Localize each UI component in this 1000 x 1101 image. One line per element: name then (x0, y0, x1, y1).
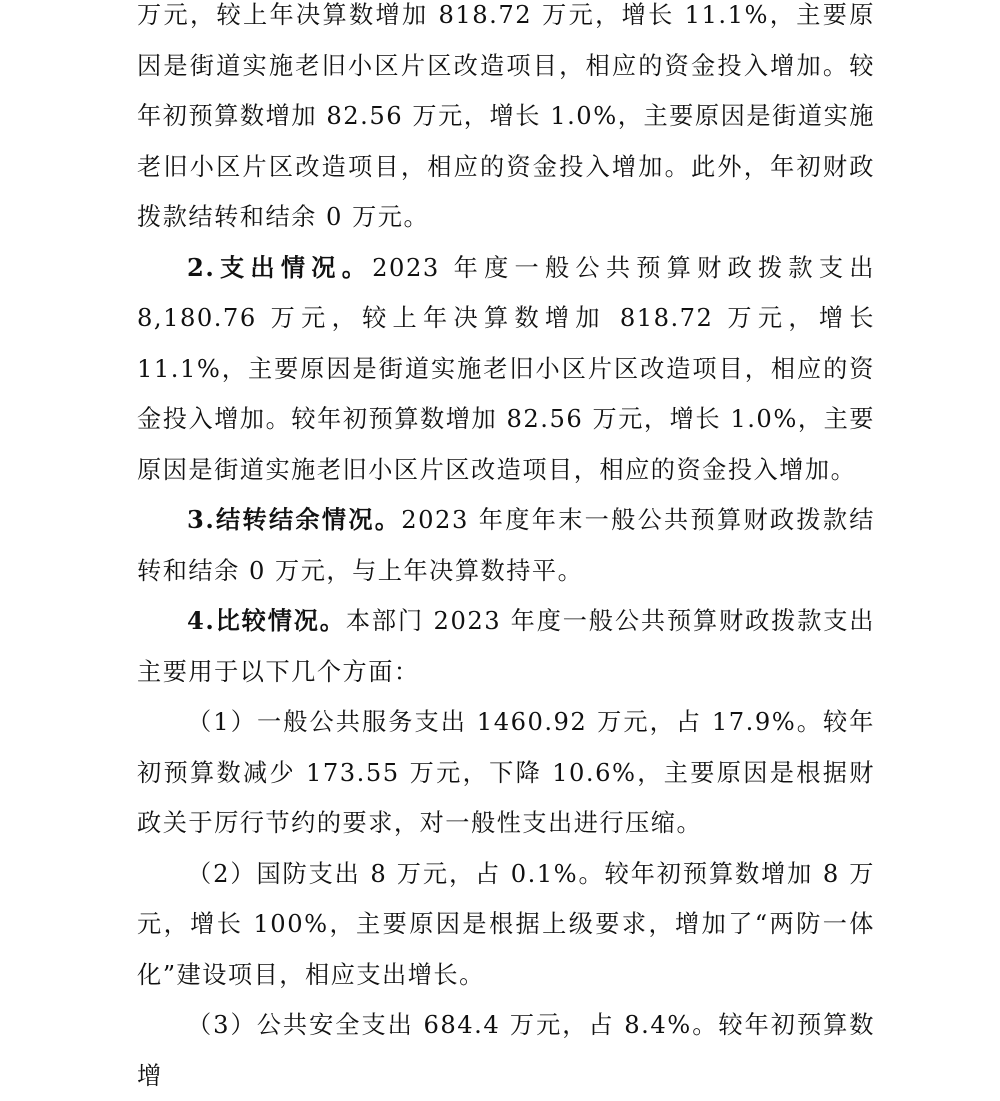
paragraph-carryover (137, 495, 875, 596)
paragraph-text: 本部门 2023 年度一般公共预算财政拨款支出主要用于以下几个方面： (137, 607, 875, 686)
paragraph-item-2 (137, 849, 875, 1001)
paragraph-text: 2023 年度年末一般公共预算财政拨款结转和结余 0 万元，与上年决算数持平。 (137, 506, 875, 585)
paragraph-comparison (137, 596, 875, 697)
paragraph-text: 万元，较上年决算数增加 818.72 万元，增长 11.1%，主要原因是街道实施老旧小区片区改造项目，相应的资金投入增加。较年初预算数增加 82.56 万元，增长 1.0%，主要原因是街道实施老旧小区片区改造项目，相应的资金投入增加。此外，年初财政拨款结转和结余 0 万元。 (137, 1, 875, 231)
paragraph-item-1 (137, 697, 875, 849)
paragraph-text: （3）公共安全支出 684.4 万元，占 8.4%。较年初预算数增 (137, 1011, 875, 1090)
paragraph-item-3 (137, 1000, 875, 1101)
paragraph-heading: 2.支出情况。 (187, 252, 373, 282)
paragraph-heading: 4.比较情况。 (187, 606, 346, 635)
paragraph-expenditure (137, 243, 875, 496)
paragraph-income-continued (137, 0, 875, 243)
paragraph-text: （1）一般公共服务支出 1460.92 万元，占 17.9%。较年初预算数减少 173.55 万元，下降 10.6%，主要原因是根据财政关于厉行节约的要求，对一般性支出进行压缩。 (137, 708, 875, 837)
paragraph-heading: 3.结转结余情况。 (187, 505, 402, 534)
paragraph-text: （2）国防支出 8 万元，占 0.1%。较年初预算数增加 8 万元，增长 100%，主要原因是根据上级要求，增加了“两防一体化”建设项目，相应支出增长。 (137, 859, 875, 989)
paragraph-text: 2023 年度一般公共预算财政拨款支出 8,180.76 万元，较上年决算数增加 818.72 万元，增长 11.1%，主要原因是街道实施老旧小区片区改造项目，相应的资金投入增加。较年初预算数增加 82.56 万元，增长 1.0%，主要原因是街道实施老旧小区片区改造项目，相应的资金投入增加。 (137, 253, 875, 484)
document-page (137, 0, 875, 1101)
